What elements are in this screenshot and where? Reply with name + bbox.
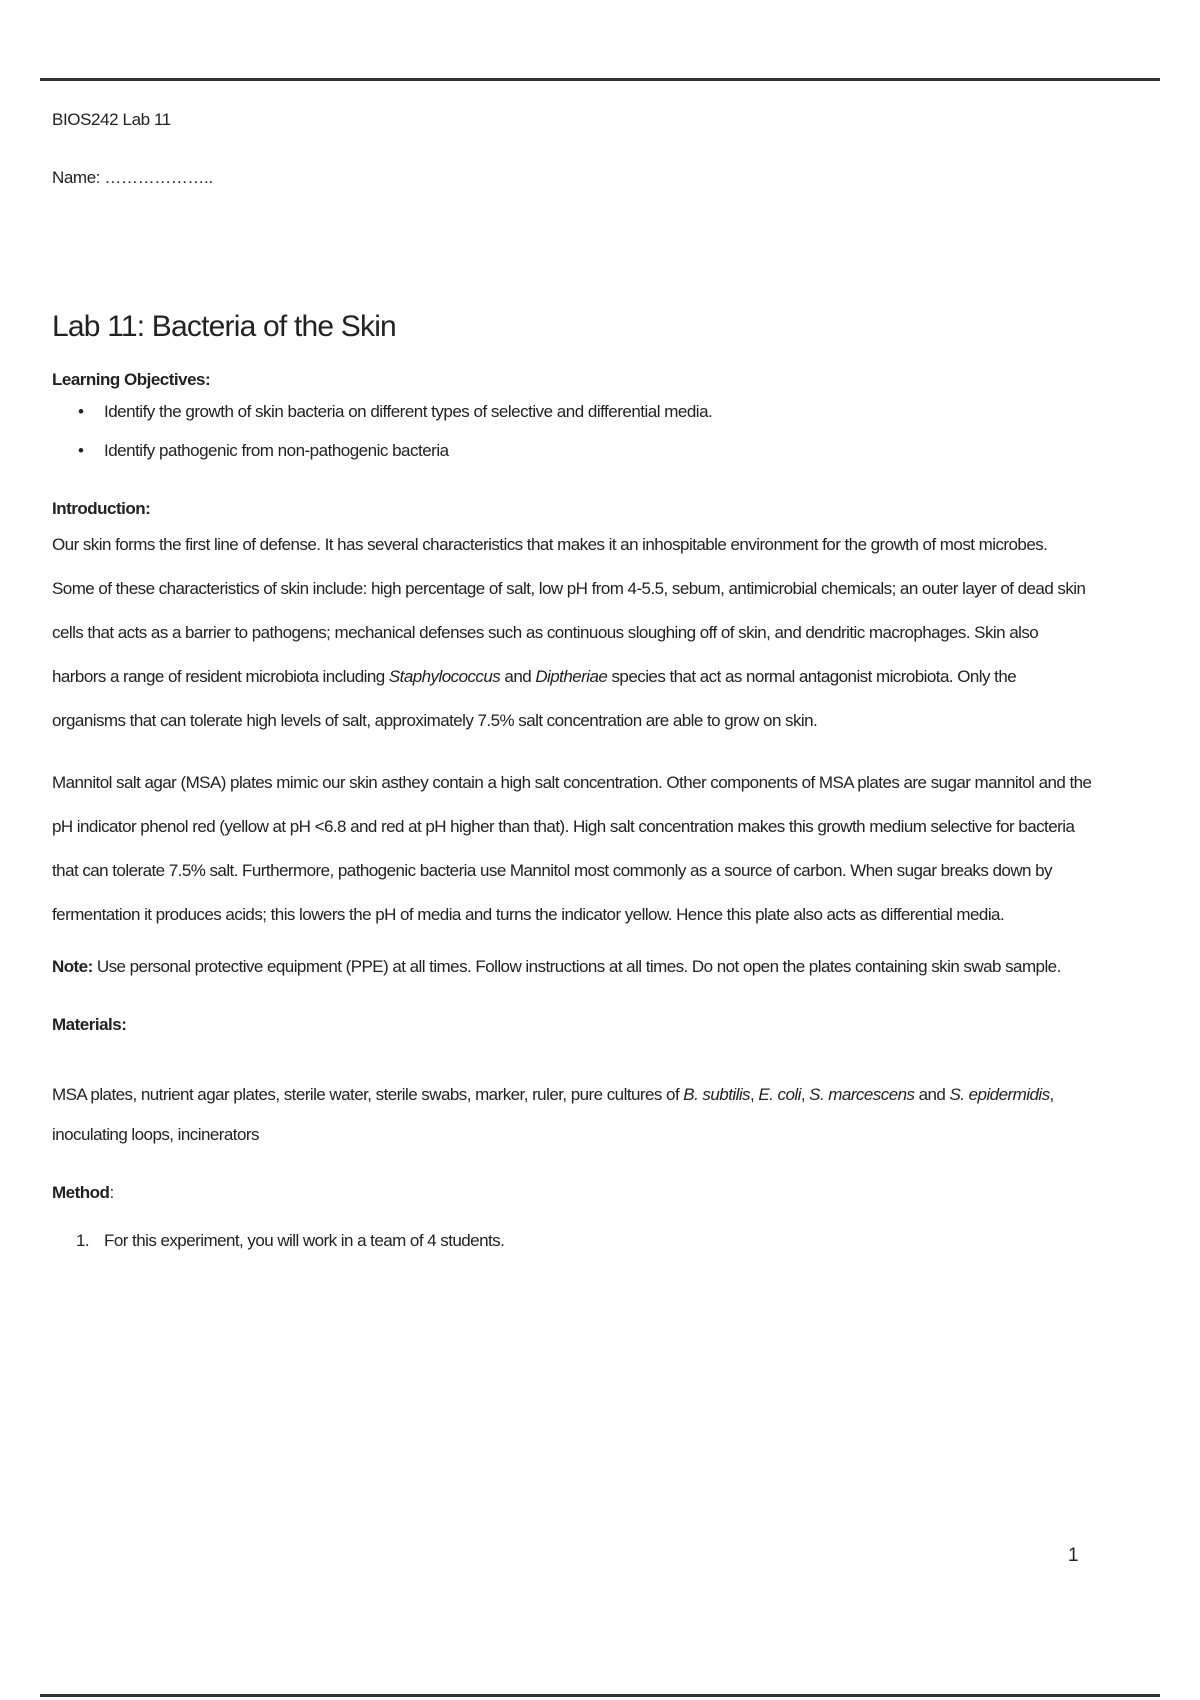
top-rule: [40, 78, 1160, 81]
method-heading: Method:: [52, 1183, 114, 1202]
page-title: Lab 11: Bacteria of the Skin: [52, 310, 396, 343]
bullet-icon: •: [78, 441, 84, 460]
page-number: 1: [1068, 1545, 1079, 1566]
list-item: • Identify the growth of skin bacteria on different types of selective and differential media.: [78, 402, 713, 421]
bullet-icon: •: [78, 402, 84, 421]
objectives-heading: Learning Objectives:: [52, 370, 211, 389]
introduction-paragraph-2: Mannitol salt agar (MSA) plates mimic our skin asthey contain a high salt concentration. Other components of MSA plates are sugar mannitol and the pH indicator phenol red (yellow at pH <6.8 and red at pH higher than that). High salt concentration makes this growth medium selective for bacteria that can tolerate 7.5% salt. Furthermore, pathogenic bacteria use Mannitol most commonly as a source of carbon. When sugar breaks down by fermentation it produces acids; this lowers the pH of media and turns the indicator yellow. Hence this plate also acts as differential media.: [52, 773, 1092, 924]
document-body: [52, 110, 1092, 1251]
introduction-paragraph-1: Our skin forms the first line of defense. It has several characteristics that makes it an inhospitable environment for the growth of most microbes. Some of these characteristics of skin include: high percentage of salt, low pH from 4-5.5, sebum, antimicrobial chemicals; an outer layer of dead skin cells that acts as a barrier to pathogens; mechanical defenses such as continuous sloughing off of skin, and dendritic macrophages. Skin also harbors a range of resident microbiota including Staphylococcus and Diptheriae species that act as normal antagonist microbiota. Only the organisms that can tolerate high levels of salt, approximately 7.5% salt concentration are able to grow on skin.: [52, 535, 1086, 730]
name-field: Name: ………………..: [52, 168, 213, 187]
objectives-list: [52, 402, 1092, 461]
method-list: [52, 1231, 1092, 1251]
materials-heading: Materials:: [52, 1015, 127, 1034]
note-label: Note:: [52, 957, 93, 976]
list-item: 1. For this experiment, you will work in a team of 4 students.: [76, 1231, 505, 1250]
course-header: BIOS242 Lab 11: [52, 110, 171, 129]
bottom-rule: [40, 1694, 1160, 1697]
list-item: • Identify pathogenic from non-pathogenic bacteria: [78, 441, 449, 460]
introduction-heading: Introduction:: [52, 499, 151, 518]
safety-note: Note: Use personal protective equipment (PPE) at all times. Follow instructions at all times. Do not open the plates containing skin swab sample.: [52, 957, 1061, 976]
materials-list: MSA plates, nutrient agar plates, sterile water, sterile swabs, marker, ruler, pure cultures of B. subtilis, E. coli, S. marcescens and S. epidermidis, inoculating loops, incinerators: [52, 1085, 1054, 1144]
